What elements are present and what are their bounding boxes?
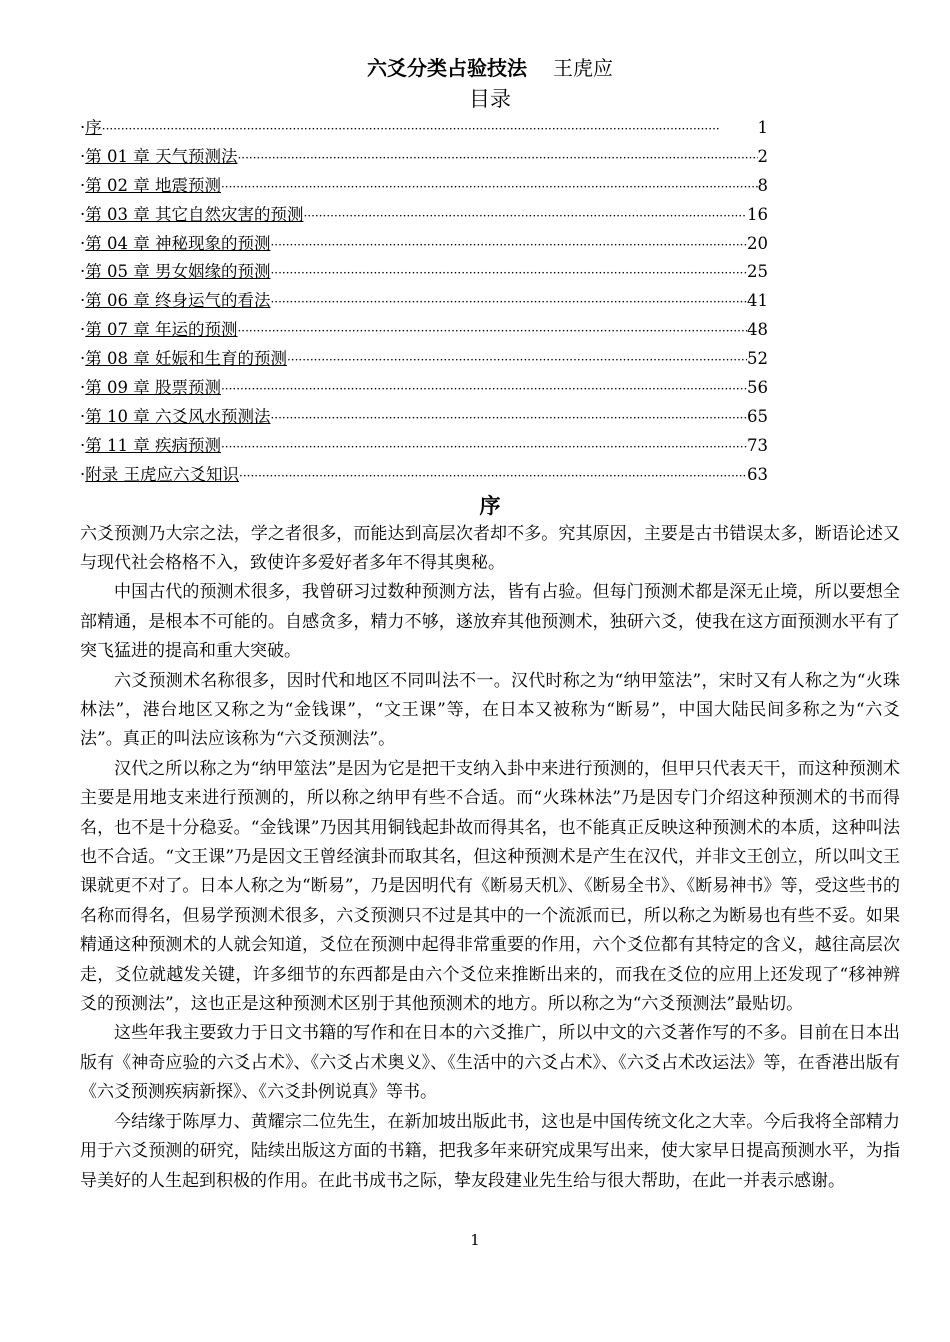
toc-entry-label[interactable]: 第 11 章 疾病预测 <box>85 435 221 455</box>
toc-entry[interactable]: · 第 06 章 终身运气的看法 ····· 41 <box>80 287 768 316</box>
toc-entry-page: 52 <box>747 349 768 369</box>
toc-entry[interactable]: · 第 05 章 男女姻缘的预测 ····· 25 <box>80 258 768 287</box>
toc-leader-dots <box>237 317 747 345</box>
toc-leader-dots <box>239 462 747 490</box>
toc-entry-page: 48 <box>747 320 768 340</box>
toc-entry[interactable]: · 第 07 章 年运的预测 ····· 48 <box>80 316 768 345</box>
toc-entry-page: 41 <box>747 291 768 311</box>
toc-entry[interactable]: · 第 10 章 六爻风水预测法 ····· 65 <box>80 403 768 432</box>
toc-entry-page: 1 <box>757 118 768 137</box>
toc-heading: 目录 <box>469 87 511 111</box>
document-page <box>80 52 900 1196</box>
toc-entry-label[interactable]: 附录 王虎应六爻知识 <box>85 464 239 484</box>
table-of-contents <box>80 114 768 490</box>
toc-entry-label[interactable]: 第 03 章 其它自然灾害的预测 <box>85 204 304 224</box>
toc-entry-label[interactable]: 第 01 章 天气预测法 <box>85 146 238 166</box>
toc-leader-dots <box>237 144 757 172</box>
toc-entry[interactable]: · 序 ····· 1 <box>80 114 768 143</box>
preface-heading: 序 <box>479 493 501 518</box>
toc-entry-label[interactable]: 第 10 章 六爻风水预测法 <box>85 406 271 426</box>
toc-entry[interactable]: · 附录 王虎应六爻知识 ····· 63 <box>80 461 768 490</box>
preface-paragraph: 六爻预测术名称很多，因时代和地区不同叫法不一。汉代时称之为“纳甲筮法”，宋时又有人称之为“火珠林法”，港台地区又称之为“金钱课”，“文王课”等，在日本又被称为“断易”，中国大陆民间多称之为“六爻法”。真正的叫法应该称为“六爻预测法”。 <box>80 670 900 750</box>
document-title-row <box>80 52 900 84</box>
toc-entry-label[interactable]: 第 09 章 股票预测 <box>85 378 221 398</box>
toc-entry[interactable]: · 第 09 章 股票预测 ····· 56 <box>80 374 768 403</box>
toc-entry-label[interactable]: 第 07 章 年运的预测 <box>85 320 238 340</box>
toc-entry-label[interactable]: 第 02 章 地震预测 <box>85 175 221 195</box>
toc-leader-dots <box>221 433 747 461</box>
toc-leader-dots <box>270 404 747 432</box>
toc-leader-dots <box>287 346 747 374</box>
toc-leader-dots <box>221 375 747 403</box>
toc-leader-dots <box>270 259 747 287</box>
toc-entry-page: 8 <box>757 175 768 195</box>
preface-paragraph: 这些年我主要致力于日文书籍的写作和在日本的六爻推广，所以中文的六爻著作写的不多。目前在日本出版有《神奇应验的六爻占术》、《六爻占术奥义》、《生活中的六爻占术》、《六爻占术改运法》等，在香港出版有《六爻预测疾病新探》、《六爻卦例说真》等书。 <box>80 1023 900 1103</box>
document-title: 六爻分类占验技法 <box>367 56 527 80</box>
toc-entry[interactable]: · 第 04 章 神秘现象的预测 ····· 20 <box>80 230 768 259</box>
toc-leader-dots <box>303 202 747 230</box>
preface-paragraph: 汉代之所以称之为“纳甲筮法”是因为它是把干支纳入卦中来进行预测的，但甲只代表天干，而这种预测术主要是用地支来进行预测的，所以称之纳甲有些不合适。而“火珠林法”乃是因专门介绍这种预测术的书而得名，也不是十分稳妥。“金钱课”乃因其用铜钱起卦故而得其名，也不能真正反映这种预测术的本质，这种叫法也不合适。“文王课”乃是因文王曾经演卦而取其名，但这种预测术是产生在汉代，并非文王创立，所以叫文王课就更不对了。日本人称之为“断易”，乃是因明代有《断易天机》、《断易全书》、《断易神书》等，受这些书的名称而得名，但易学预测术很多，六爻预测只不过是其中的一个流派而已，所以称之为断易也有些不妥。如果精通这种预测术的人就会知道，爻位在预测中起得非常重要的作用，六个爻位都有其特定的含义，越往高层次走，爻位就越发关键，许多细节的东西都是由六个爻位来推断出来的，而我在爻位的应用上还发现了“移神辨爻的预测法”，这也正是这种预测术区别于其他预测术的地方。所以称之为“六爻预测法”最贴切。 <box>80 758 900 1015</box>
toc-entry-page: 25 <box>747 262 768 282</box>
toc-entry-label[interactable]: 序 <box>85 118 102 137</box>
preface-paragraph: 今结缘于陈厚力、黄耀宗二位先生，在新加坡出版此书，这也是中国传统文化之大幸。今后我将全部精力用于六爻预测的研究，陆续出版这方面的书籍，把我多年来研究成果写出来，使大家早日提高预测水平，为指导美好的人生起到积极的作用。在此书成书之际，挚友段建业先生给与很大帮助，在此一并表示感谢。 <box>80 1111 900 1191</box>
toc-entry-page: 20 <box>747 233 768 253</box>
toc-entry-label[interactable]: 第 08 章 妊娠和生育的预测 <box>85 349 287 369</box>
toc-entry[interactable]: · 第 11 章 疾病预测 ····· 73 <box>80 432 768 461</box>
toc-entry[interactable]: · 第 03 章 其它自然灾害的预测 ····· 16 <box>80 201 768 230</box>
toc-entry[interactable]: · 第 02 章 地震预测 ····· 8 <box>80 172 768 201</box>
toc-entry-page: 16 <box>747 204 768 224</box>
toc-entry-page: 56 <box>747 378 768 398</box>
toc-entry[interactable]: · 第 01 章 天气预测法 ····· 2 <box>80 143 768 172</box>
toc-entry-page: 63 <box>747 464 768 484</box>
toc-entry-page: 65 <box>747 406 768 426</box>
document-author: 王虎应 <box>553 56 613 80</box>
toc-entry-label[interactable]: 第 04 章 神秘现象的预测 <box>85 233 271 253</box>
preface-paragraph: 中国古代的预测术很多，我曾研习过数种预测方法，皆有占验。但每门预测术都是深无止境，所以要想全部精通，是根本不可能的。自感贪多，精力不够，遂放弃其他预测术，独研六爻，使我在这方面预测水平有了突飞猛进的提高和重大突破。 <box>80 582 900 662</box>
preface-paragraph: 六爻预测乃大宗之法，学之者很多，而能达到高层次者却不多。究其原因，主要是古书错误太多，断语论述又与现代社会格格不入，致使许多爱好者多年不得其奥秘。 <box>80 523 900 573</box>
toc-entry-page: 2 <box>757 146 768 166</box>
toc-entry-label[interactable]: 第 06 章 终身运气的看法 <box>85 291 271 311</box>
toc-leader-dots <box>270 288 747 316</box>
toc-leader-dots <box>221 173 758 201</box>
toc-leader-dots <box>102 115 758 143</box>
toc-entry[interactable]: · 第 08 章 妊娠和生育的预测 ····· 52 <box>80 345 768 374</box>
page-number: 1 <box>470 1231 480 1249</box>
toc-leader-dots <box>270 231 747 259</box>
toc-entry-page: 73 <box>747 435 768 455</box>
toc-entry-label[interactable]: 第 05 章 男女姻缘的预测 <box>85 262 271 282</box>
